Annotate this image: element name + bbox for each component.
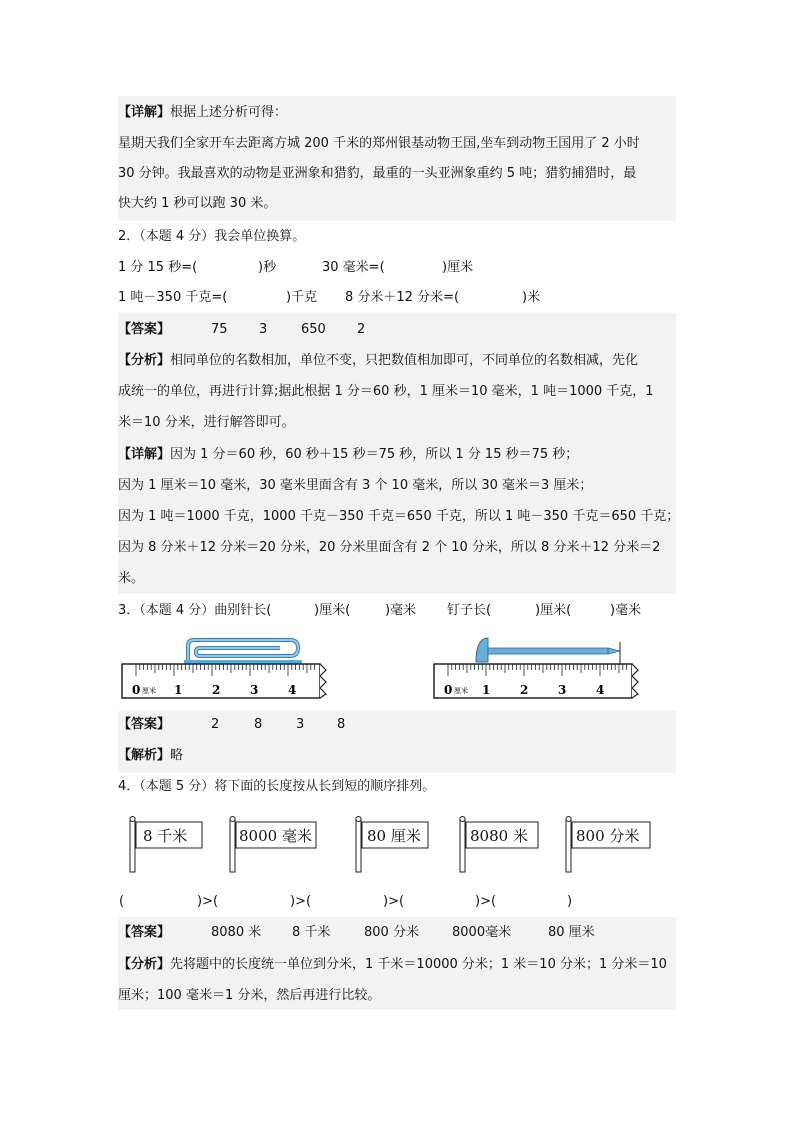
q4-title: 4．（本题 5 分）将下面的长度按从长到短的顺序排列。	[118, 779, 436, 794]
q2-answer-1: 75	[211, 322, 228, 337]
q2-title: 2．（本题 4 分）我会单位换算。	[118, 229, 306, 244]
block1-line-1: 星期天我们全家开车去距离方城 200 千米的郑州银基动物王国,坐车到动物王国用了 2 小时	[118, 136, 640, 151]
order-part-1: (	[119, 894, 125, 909]
ruler-label-3: 3	[250, 683, 259, 697]
ruler-label-2: 2	[212, 683, 221, 697]
analysis-text: 略	[170, 748, 184, 763]
q2-answer-label: 【答案】	[118, 322, 171, 337]
q2-row2-d: )米	[522, 290, 541, 305]
ruler-label-unit: 厘米	[142, 687, 156, 695]
order-part-3: )>(	[290, 894, 312, 909]
ruler-label-unit: 厘米	[454, 687, 468, 695]
order-part-4: )>(	[383, 894, 405, 909]
q4-answer-3: 800 分米	[364, 925, 419, 940]
flag-3	[352, 816, 436, 874]
q2-detail-5: 米。	[118, 571, 145, 586]
q3-title-e: )厘米(	[535, 603, 572, 618]
q3-answer-2: 8	[254, 717, 263, 732]
order-part-2: )>(	[197, 894, 219, 909]
q4-analysis-2: 厘米；100 毫米＝1 分米，然后再进行比较。	[118, 988, 381, 1003]
q3-title-d: 钉子长(	[447, 603, 492, 618]
flag-label-5: 800 分米	[576, 827, 640, 845]
block1-line-2: 30 分钟。我最喜欢的动物是亚洲象和猎豹，最重的一头亚洲象重约 5 吨；猎豹捕猎时，最	[118, 166, 637, 181]
q2-row1-d: )厘米	[442, 260, 474, 275]
q3-title-f: )毫米	[610, 603, 642, 618]
q4-answer-label: 【答案】	[118, 925, 171, 940]
q4-answer-5: 80 厘米	[548, 925, 595, 940]
q2-analysis-3: 米＝10 分米，进行解答即可。	[118, 415, 295, 430]
nail-icon	[476, 638, 620, 664]
flag-label-4: 8080 米	[470, 827, 528, 845]
analysis-label: 【分析】	[118, 353, 171, 368]
order-part-6: )	[567, 894, 573, 909]
q3-answer-3: 3	[296, 717, 305, 732]
q4-answer-4: 8000毫米	[452, 925, 512, 940]
q2-analysis-1	[118, 353, 638, 369]
detail-label: 【详解】	[118, 447, 171, 462]
q2-row2-a: 1 吨－350 千克=(	[118, 290, 228, 305]
ruler-label-0: 0	[132, 683, 141, 697]
q3-analysis	[118, 748, 183, 764]
analysis-label: 【解析】	[118, 748, 171, 763]
ruler-label-1: 1	[174, 683, 183, 697]
q2-row2-b: )千克	[286, 290, 318, 305]
q2-answer-4: 2	[357, 322, 366, 337]
q2-analysis-2: 成统一的单位，再进行计算;据此根据 1 分＝60 秒，1 厘米＝10 毫米，1 吨＝1000 千克，1	[118, 384, 654, 399]
analysis-text: 先将题中的长度统一单位到分米，1 千米＝10000 分米；1 米＝10 分米；1 分米＝10	[170, 957, 667, 972]
block1-line-3: 快大约 1 秒可以跑 30 米。	[118, 196, 277, 211]
flag-label-1: 8 千米	[143, 827, 188, 845]
paperclip-ruler-figure	[120, 632, 332, 702]
flag-5	[562, 816, 656, 874]
detail-text: 因为 1 分＝60 秒，60 秒＋15 秒＝75 秒，所以 1 分 15 秒＝75 秒；	[170, 447, 579, 462]
q2-detail-2: 因为 1 厘米＝10 毫米，30 毫米里面含有 3 个 10 毫米，所以 30 毫米＝3 厘米；	[118, 478, 593, 493]
analysis-text: 相同单位的名数相加，单位不变，只把数值相加即可，不同单位的名数相减，先化	[170, 353, 639, 368]
ruler-label-1: 1	[482, 683, 491, 697]
block1-detail	[118, 105, 287, 121]
q2-row2-c: 8 分米＋12 分米=(	[345, 290, 460, 305]
q2-detail-1	[118, 447, 578, 463]
detail-lead: 根据上述分析可得：	[170, 105, 288, 120]
nail-ruler-figure	[432, 632, 644, 702]
q3-title-a: 3．（本题 4 分）曲别针长(	[118, 603, 272, 618]
q4-answer-2: 8 千米	[292, 925, 331, 940]
flag-1	[126, 816, 208, 874]
flag-4	[456, 816, 544, 874]
flag-label-2: 8000 毫米	[239, 827, 312, 845]
order-part-5: )>(	[475, 894, 497, 909]
q3-solution-shade	[118, 711, 676, 773]
q2-answer-2: 3	[259, 322, 268, 337]
q3-answer-1: 2	[211, 717, 220, 732]
q3-answer-4: 8	[337, 717, 346, 732]
q2-answer-3: 650	[301, 322, 326, 337]
ruler-label-2: 2	[520, 683, 529, 697]
flag-2	[226, 816, 322, 874]
ruler-label-4: 4	[596, 683, 605, 697]
q2-detail-3: 因为 1 吨＝1000 千克，1000 千克－350 千克＝650 千克，所以 1 吨－350 千克＝650 千克；	[118, 509, 680, 524]
q4-analysis-1	[118, 957, 667, 973]
ruler-label-0: 0	[444, 683, 453, 697]
q2-row1-c: 30 毫米=(	[322, 260, 385, 275]
q3-title-b: )厘米(	[314, 603, 351, 618]
q2-row1-b: )秒	[258, 260, 277, 275]
paperclip-icon	[184, 640, 302, 664]
q2-row1-a: 1 分 15 秒=(	[118, 260, 198, 275]
detail-label: 【详解】	[118, 105, 171, 120]
q4-answer-1: 8080 米	[211, 925, 262, 940]
q2-detail-4: 因为 8 分米＋12 分米＝20 分米，20 分米里面含有 2 个 10 分米，所以 8 分米＋12 分米＝2	[118, 540, 661, 555]
analysis-label: 【分析】	[118, 957, 171, 972]
flag-label-3: 80 厘米	[367, 827, 421, 845]
ruler-label-4: 4	[288, 683, 297, 697]
q3-answer-label: 【答案】	[118, 717, 171, 732]
ruler-label-3: 3	[558, 683, 567, 697]
q3-title-c: )毫米	[385, 603, 417, 618]
